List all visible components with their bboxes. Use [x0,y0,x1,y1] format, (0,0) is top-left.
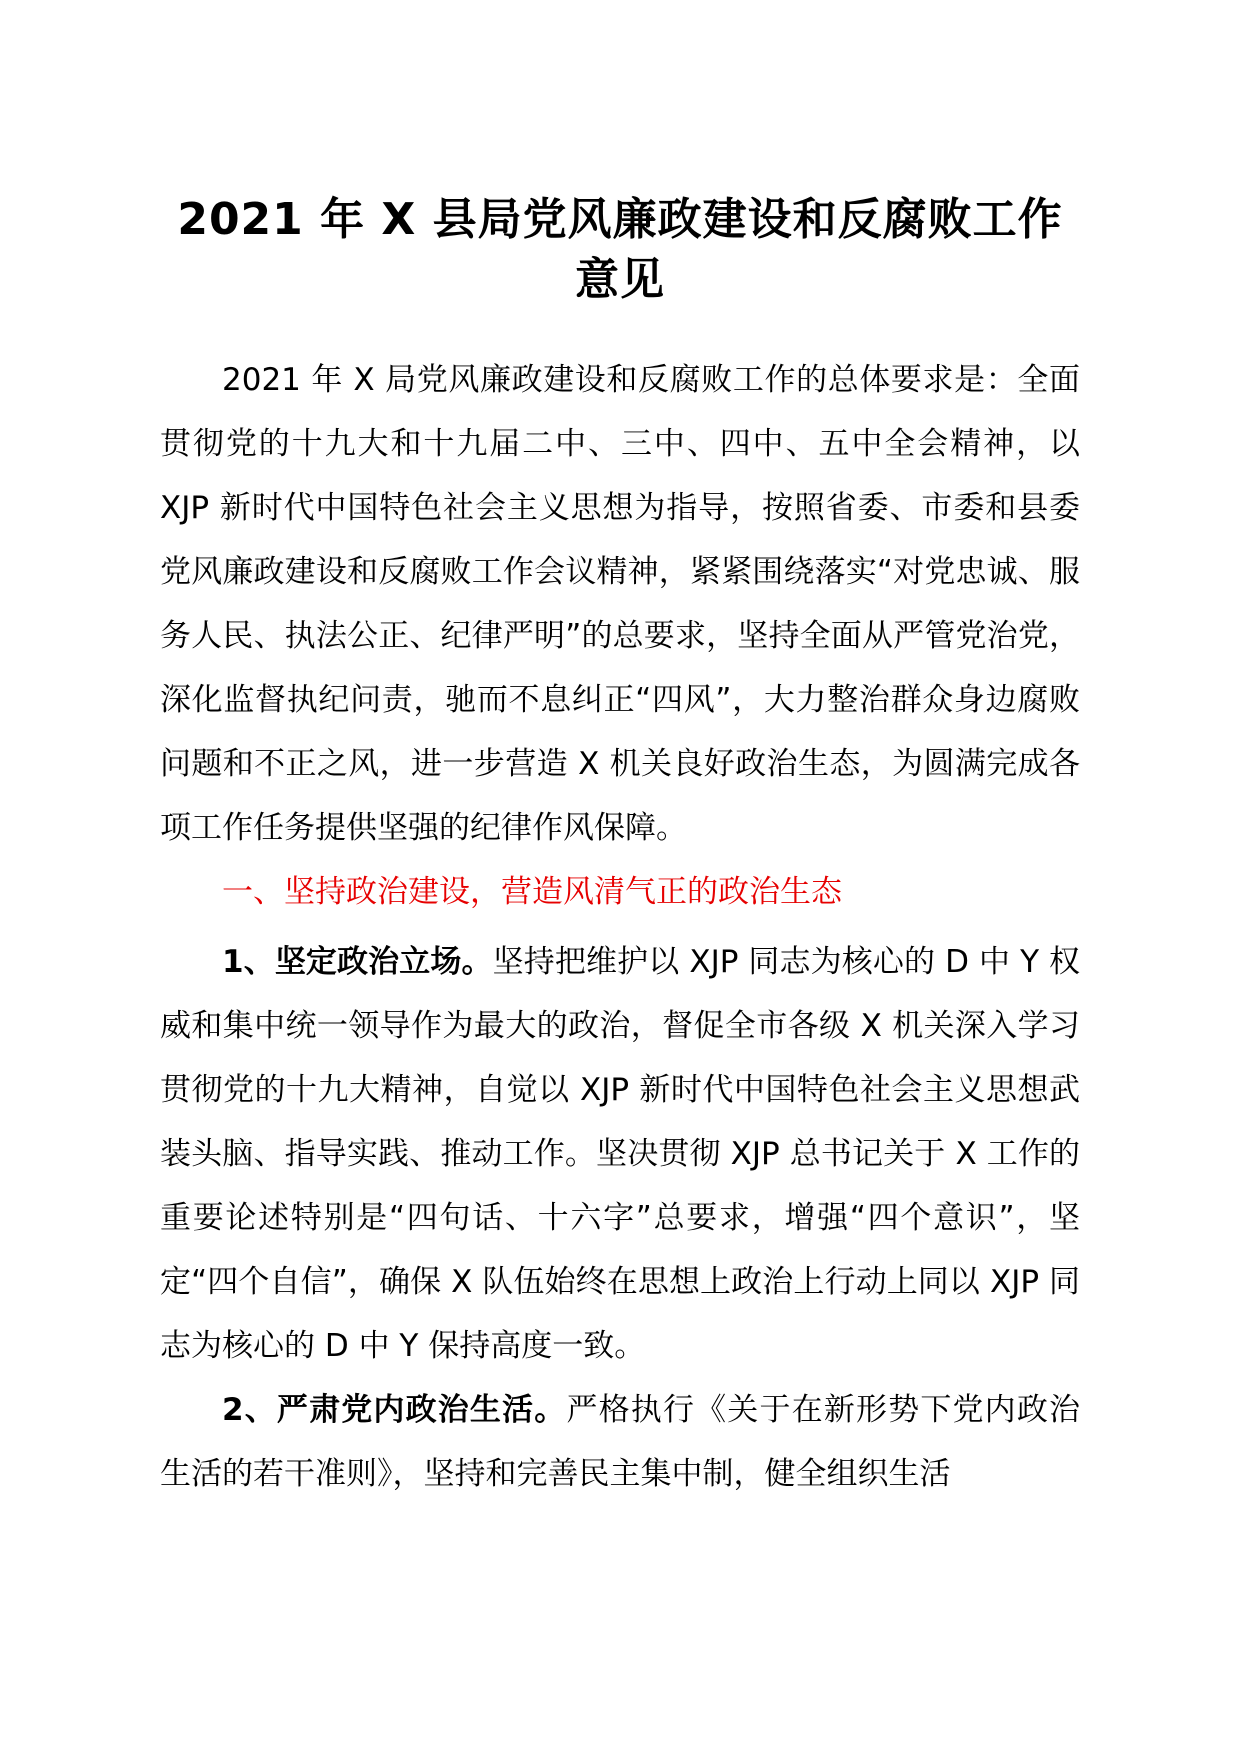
section-heading-1: 一、坚持政治建设，营造风清气正的政治生态 [222,874,842,910]
item-2-lead: 2、严肃党内政治生活。 [222,1392,567,1428]
document-page [160,190,1080,1506]
item-2-body: 严格执行《关于在新形势下党内政治生活的若干准则》，坚持和完善民主集中制，健全组织生活 [160,1392,1081,1492]
item-1-lead: 1、坚定政治立场。 [222,944,493,980]
intro-paragraph: 2021 年 X 局党风廉政建设和反腐败工作的总体要求是：全面贯彻党的十九大和十九届二中、三中、四中、五中全会精神，以 XJP 新时代中国特色社会主义思想为指导，按照省委、市委和县委党风廉政建设和反腐败工作会议精神，紧紧围绕落实“对党忠诚、服务人民、执法公正、纪律严明”的总要求，坚持全面从严管党治党，深化监督执纪问责，驰而不息纠正“四风”，大力整治群众身边腐败问题和不正之风，进一步营造 X 机关良好政治生态，为圆满完成各项工作任务提供坚强的纪律作风保障。 [160,362,1080,846]
item-1-paragraph [160,930,1080,1378]
item-1-body: 坚持把维护以 XJP 同志为核心的 D 中 Y 权威和集中统一领导作为最大的政治，督促全市各级 X 机关深入学习贯彻党的十九大精神，自觉以 XJP 新时代中国特色社会主义思想武装头脑、指导实践、推动工作。坚决贯彻 XJP 总书记关于 X 工作的重要论述特别是“四句话、十六字”总要求，增强“四个意识”，坚定“四个自信”，确保 X 队伍始终在思想上政治上行动上同以 XJP 同志为核心的 D 中 Y 保持高度一致。 [160,944,1080,1364]
item-2-paragraph [160,1378,1080,1506]
document-title: 2021 年 X 县局党风廉政建设和反腐败工作意见 [177,194,1063,305]
